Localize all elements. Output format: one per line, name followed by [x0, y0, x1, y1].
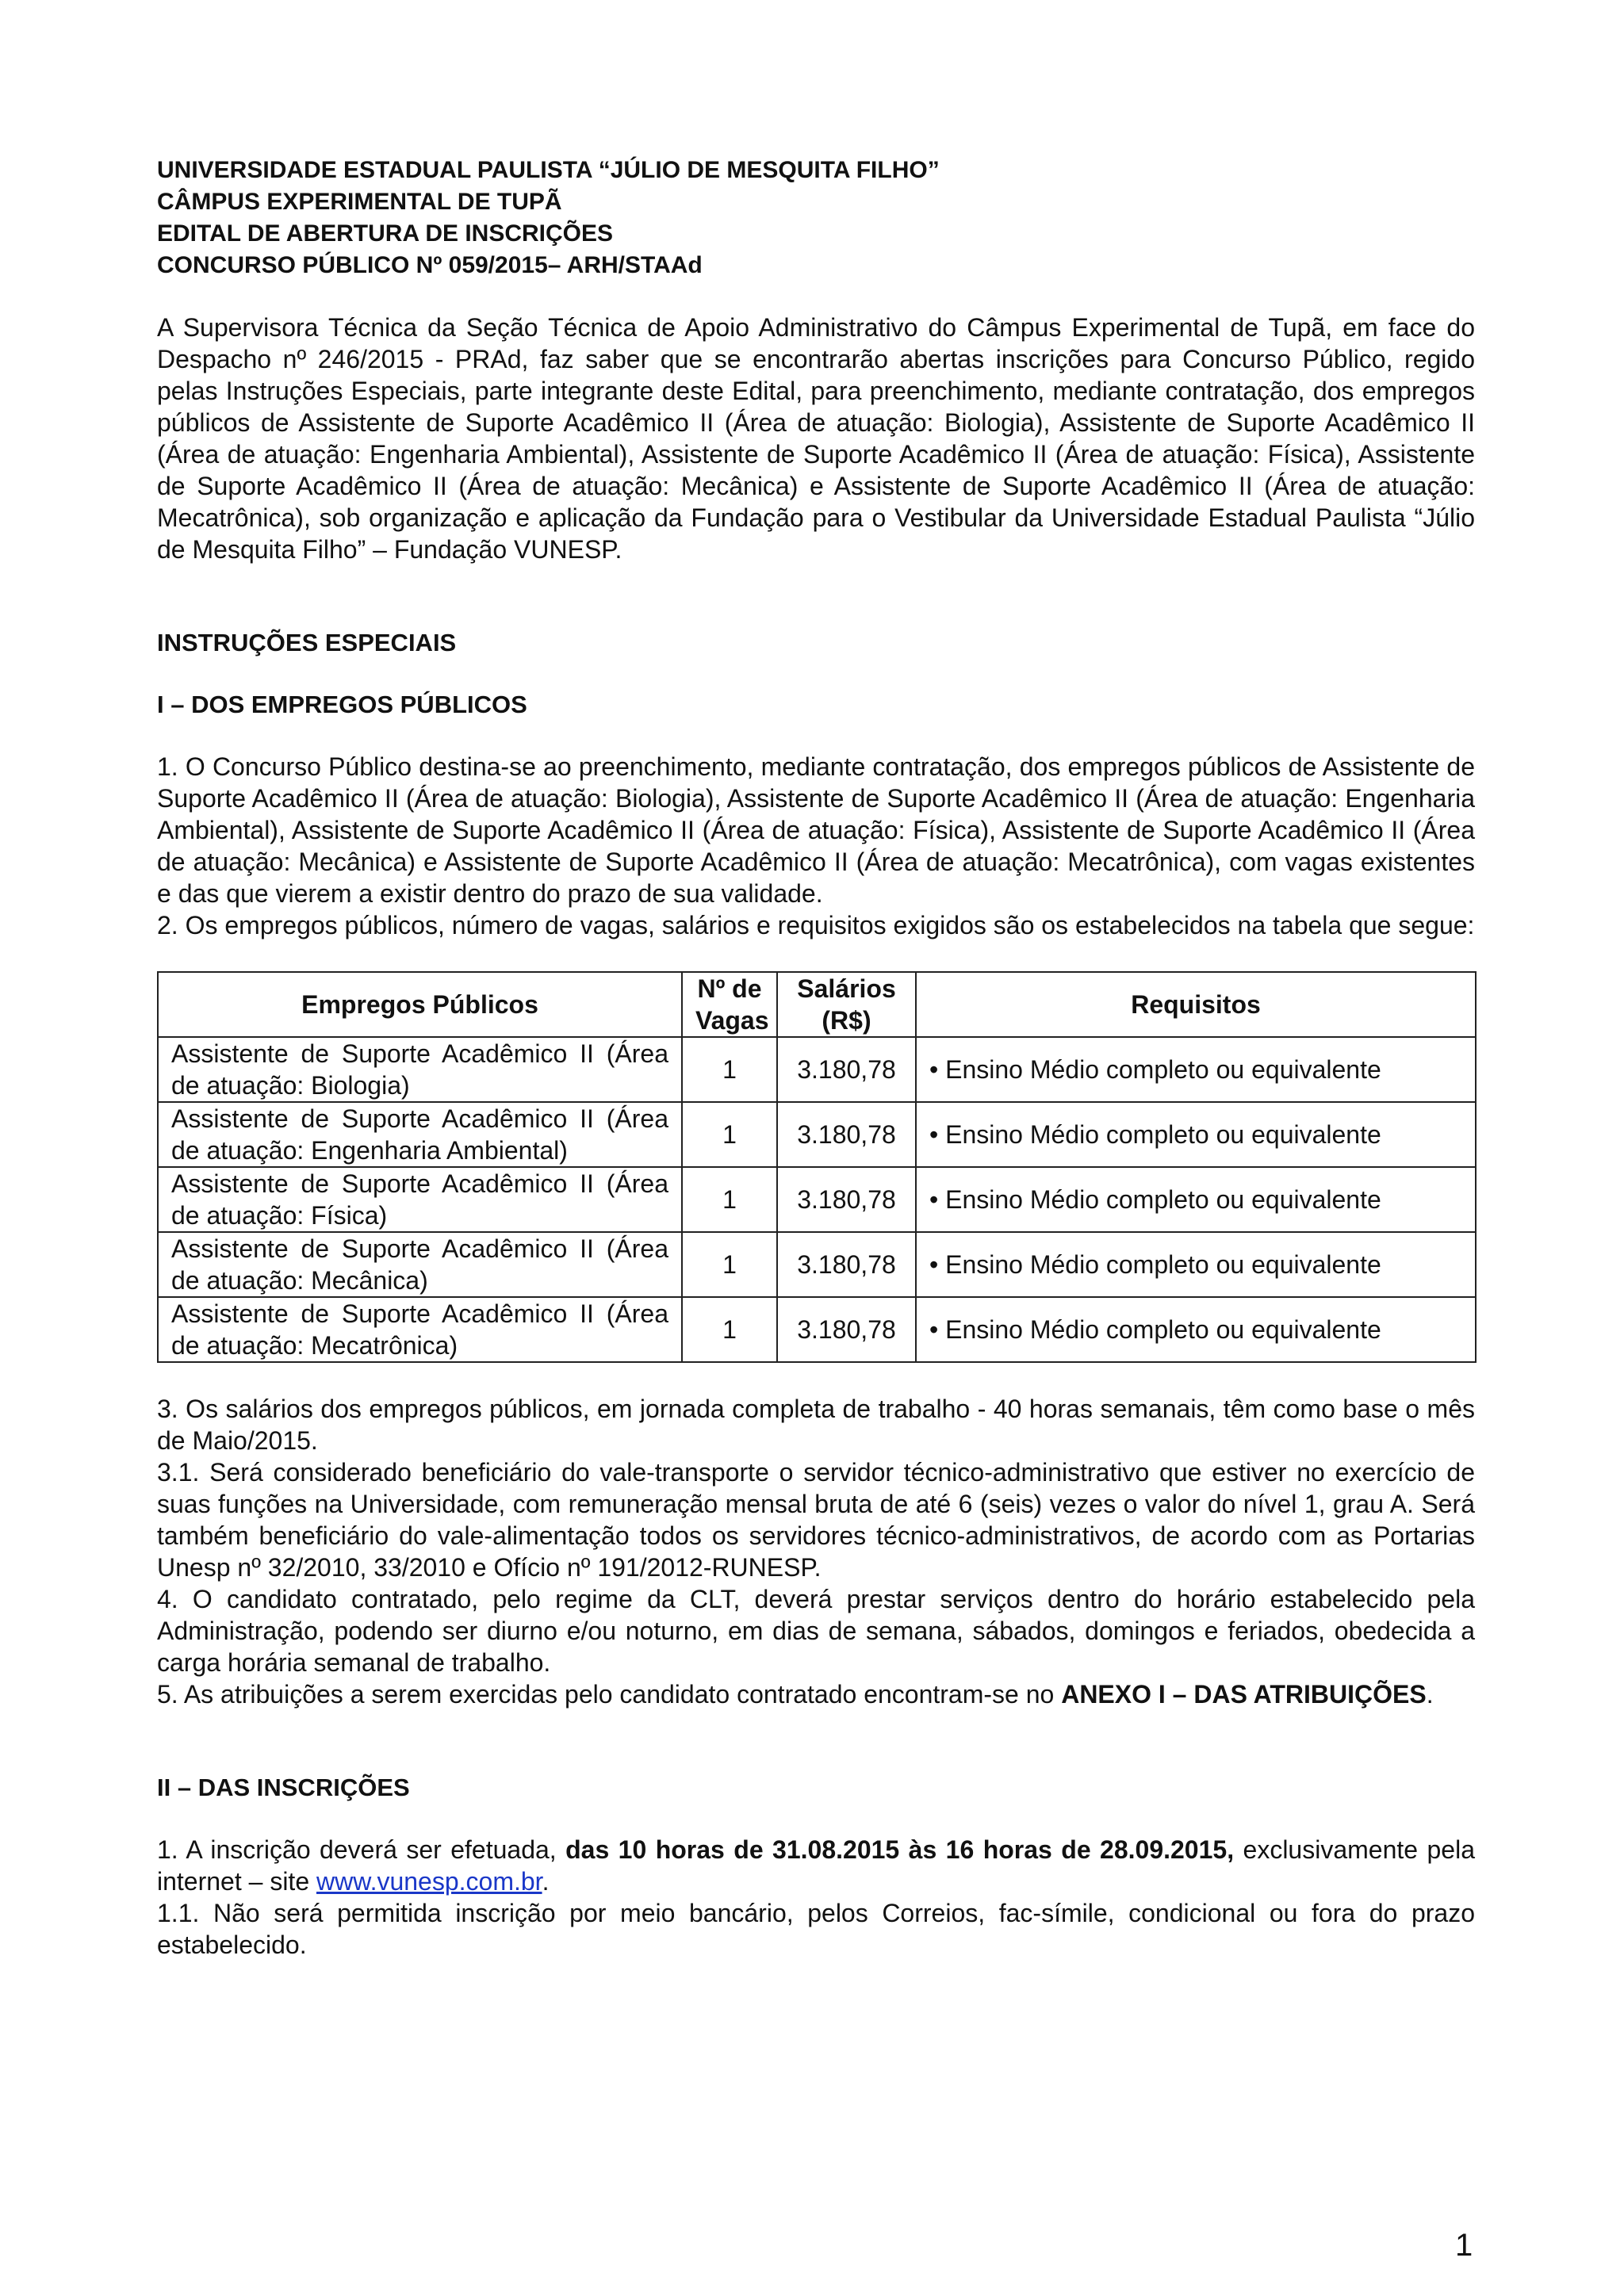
cell-cargo: Assistente de Suporte Acadêmico II (Área de atuação: Física): [158, 1167, 682, 1232]
table-header-row: [158, 972, 1476, 1037]
cell-salario: 3.180,78: [777, 1232, 916, 1297]
item5-text: 5. As atribuições a serem exercidas pelo candidato contratado encontram-se no: [157, 1680, 1062, 1709]
cell-requisito: • Ensino Médio completo ou equivalente: [916, 1297, 1476, 1362]
cell-salario: 3.180,78: [777, 1102, 916, 1167]
header-university: UNIVERSIDADE ESTADUAL PAULISTA “JÚLIO DE MESQUITA FILHO”: [157, 157, 940, 183]
section1-item2: 2. Os empregos públicos, número de vagas, salários e requisitos exigidos são os estabelecidos na tabela que segue:: [157, 911, 1475, 939]
header-concurso: CONCURSO PÚBLICO Nº 059/2015– ARH/STAAd: [157, 252, 703, 278]
instrucoes-title: INSTRUÇÕES ESPECIAIS: [157, 629, 457, 656]
cell-cargo: Assistente de Suporte Acadêmico II (Área de atuação: Mecânica): [158, 1232, 682, 1297]
vunesp-link[interactable]: www.vunesp.com.br: [316, 1867, 542, 1896]
header-salario-line2: (R$): [822, 1006, 871, 1035]
header-vagas-line2: Vagas: [695, 1006, 769, 1035]
cell-cargo: Assistente de Suporte Acadêmico II (Área de atuação: Mecatrônica): [158, 1297, 682, 1362]
section1-item4: 4. O candidato contratado, pelo regime da CLT, deverá prestar serviços dentro do horário estabelecido pela Administração, podendo ser diurno e/ou noturno, em dias de semana, sábados, domingos e feriados, obedecida a carga horária semanal de trabalho.: [157, 1585, 1475, 1677]
header-salario-line1: Salários: [797, 974, 896, 1003]
section2-title: II – DAS INSCRIÇÕES: [157, 1774, 410, 1801]
section1-item3: 3. Os salários dos empregos públicos, em jornada completa de trabalho - 40 horas semanais, têm como base o mês de Maio/2015.: [157, 1395, 1475, 1455]
cell-requisito: • Ensino Médio completo ou equivalente: [916, 1167, 1476, 1232]
item1-text: 1. A inscrição deverá ser efetuada,: [157, 1835, 566, 1864]
header-cargo: Empregos Públicos: [158, 972, 682, 1037]
page-number: 1: [1455, 2228, 1473, 2263]
table-row: [158, 1297, 1476, 1362]
item1-mid: exclusivamente pela internet – site: [157, 1835, 1476, 1896]
section1-title: I – DOS EMPREGOS PÚBLICOS: [157, 691, 527, 718]
cell-vagas: 1: [682, 1297, 777, 1362]
header-requisitos: Requisitos: [916, 972, 1476, 1037]
item5-anexo-reference: ANEXO I – DAS ATRIBUIÇÕES: [1061, 1680, 1427, 1709]
table-row: [158, 1102, 1476, 1167]
section1-item3-1: 3.1. Será considerado beneficiário do vale-transporte o servidor técnico-administrativo que estiver no exercício de suas funções na Universidade, com remuneração mensal bruta de até 6 (seis) vezes o valor do nível 1, grau A. Será também beneficiário do vale-alimentação todos os servidores técnico-administrativos, de acordo com as Portarias Unesp nº 32/2010, 33/2010 e Ofício nº 191/2012-RUNESP.: [157, 1458, 1475, 1582]
empregos-table: [157, 971, 1477, 1363]
cell-salario: 3.180,78: [777, 1167, 916, 1232]
cell-salario: 3.180,78: [777, 1037, 916, 1102]
cell-requisito: • Ensino Médio completo ou equivalente: [916, 1102, 1476, 1167]
cell-vagas: 1: [682, 1037, 777, 1102]
cell-salario: 3.180,78: [777, 1297, 916, 1362]
document-header: [157, 155, 1475, 281]
cell-cargo: Assistente de Suporte Acadêmico II (Área de atuação: Biologia): [158, 1037, 682, 1102]
table-row: [158, 1167, 1476, 1232]
section1-item5: [157, 1678, 1475, 1710]
document-page: [157, 155, 1475, 1961]
section2-item1-1: 1.1. Não será permitida inscrição por meio bancário, pelos Correios, fac-símile, condicional ou fora do prazo estabelecido.: [157, 1899, 1475, 1959]
cell-vagas: 1: [682, 1167, 777, 1232]
cell-vagas: 1: [682, 1232, 777, 1297]
header-edital: EDITAL DE ABERTURA DE INSCRIÇÕES: [157, 220, 614, 247]
table-row: [158, 1232, 1476, 1297]
section2-item1: [157, 1834, 1475, 1897]
table-row: [158, 1037, 1476, 1102]
cell-requisito: • Ensino Médio completo ou equivalente: [916, 1232, 1476, 1297]
item1-dates: das 10 horas de 31.08.2015 às 16 horas de 28.09.2015,: [565, 1835, 1235, 1864]
item5-suffix: .: [1426, 1680, 1434, 1709]
cell-vagas: 1: [682, 1102, 777, 1167]
section1-item1: 1. O Concurso Público destina-se ao preenchimento, mediante contratação, dos empregos públicos de Assistente de Suporte Acadêmico II (Área de atuação: Biologia), Assistente de Suporte Acadêmico II (Área de atuação: Engenharia Ambiental), Assistente de Suporte Acadêmico II (Área de atuação: Física), Assistente de Suporte Acadêmico II (Área de atuação: Mecânica) e Assistente de Suporte Acadêmico II (Área de atuação: Mecatrônica), com vagas existentes e das que vierem a existir dentro do prazo de sua validade.: [157, 752, 1475, 908]
intro-paragraph: A Supervisora Técnica da Seção Técnica de Apoio Administrativo do Câmpus Experimental de Tupã, em face do Despacho nº 246/2015 - PRAd, faz saber que se encontrarão abertas inscrições para Concurso Público, regido pelas Instruções Especiais, parte integrante deste Edital, para preenchimento, mediante contratação, dos empregos públicos de Assistente de Suporte Acadêmico II (Área de atuação: Biologia), Assistente de Suporte Acadêmico II (Área de atuação: Engenharia Ambiental), Assistente de Suporte Acadêmico II (Área de atuação: Física), Assistente de Suporte Acadêmico II (Área de atuação: Mecânica) e Assistente de Suporte Acadêmico II (Área de atuação: Mecatrônica), sob organização e aplicação da Fundação para o Vestibular da Universidade Estadual Paulista “Júlio de Mesquita Filho” – Fundação VUNESP.: [157, 313, 1475, 564]
cell-cargo: Assistente de Suporte Acadêmico II (Área de atuação: Engenharia Ambiental): [158, 1102, 682, 1167]
header-salario: [777, 972, 916, 1037]
cell-requisito: • Ensino Médio completo ou equivalente: [916, 1037, 1476, 1102]
header-vagas: [682, 972, 777, 1037]
item1-suffix: .: [542, 1867, 550, 1896]
header-campus: CÂMPUS EXPERIMENTAL DE TUPÃ: [157, 189, 562, 215]
header-vagas-line1: Nº de: [697, 974, 762, 1003]
